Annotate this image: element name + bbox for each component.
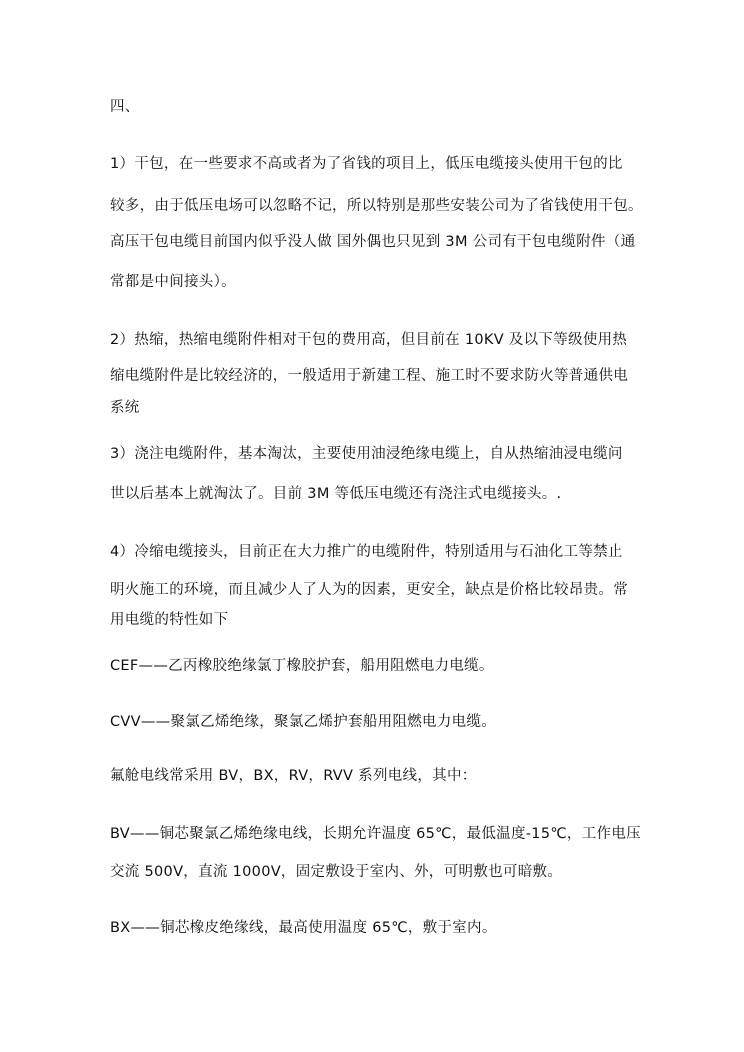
- paragraph-line: 缩电缆附件是比较经济的，一般适用于新建工程、施工时不要求防火等普通供电: [110, 368, 628, 384]
- paragraph-line: 3）浇注电缆附件，基本淘汰，主要使用油浸绝缘电缆上，自从热缩油浸电缆问: [110, 446, 623, 462]
- paragraph-line: 系统: [110, 400, 140, 416]
- paragraph-line: 高压干包电缆目前国内似乎没人做 国外偶也只见到 3M 公司有干包电缆附件（通: [110, 234, 636, 250]
- paragraph-line: 交流 500V，直流 1000V，固定敷设于室内、外，可明敷也可暗敷。: [110, 864, 563, 880]
- paragraph-line: 世以后基本上就淘汰了。目前 3M 等低压电缆还有浇注式电缆接头。.: [110, 486, 562, 502]
- cable-definition-cvv: CVV——聚氯乙烯绝缘，聚氯乙烯护套船用阻燃电力电缆。: [110, 714, 497, 730]
- paragraph-line: 用电缆的特性如下: [110, 612, 229, 628]
- cable-definition-bv: BV——铜芯聚氯乙烯绝缘电线，长期允许温度 65℃，最低温度-15℃，工作电压: [110, 826, 641, 842]
- section-heading: 四、: [110, 99, 140, 115]
- paragraph-line: 4）冷缩电缆接头，目前正在大力推广的电缆附件，特别适用与石油化工等禁止: [110, 544, 623, 560]
- paragraph-line: 氟舱电线常采用 BV，BX，RV，RVV 系列电线，其中：: [110, 768, 477, 784]
- paragraph-line: 1）干包，在一些要求不高或者为了省钱的项目上，低压电缆接头使用干包的比: [110, 156, 623, 172]
- cable-definition-bx: BX——铜芯橡皮绝缘线，最高使用温度 65℃，敷于室内。: [110, 920, 497, 936]
- cable-definition-cef: CEF——乙丙橡胶绝缘氯丁橡胶护套，船用阻燃电力电缆。: [110, 658, 494, 674]
- paragraph-line: 常都是中间接头）。: [110, 274, 236, 290]
- paragraph-line: 2）热缩，热缩电缆附件相对干包的费用高，但目前在 10KV 及以下等级使用热: [110, 332, 628, 348]
- paragraph-line: 较多，由于低压电场可以忽略不记，所以特别是那些安装公司为了省钱使用干包。: [110, 198, 643, 214]
- paragraph-line: 明火施工的环境，而且减少人了人为的因素，更安全，缺点是价格比较昂贵。常: [110, 582, 628, 598]
